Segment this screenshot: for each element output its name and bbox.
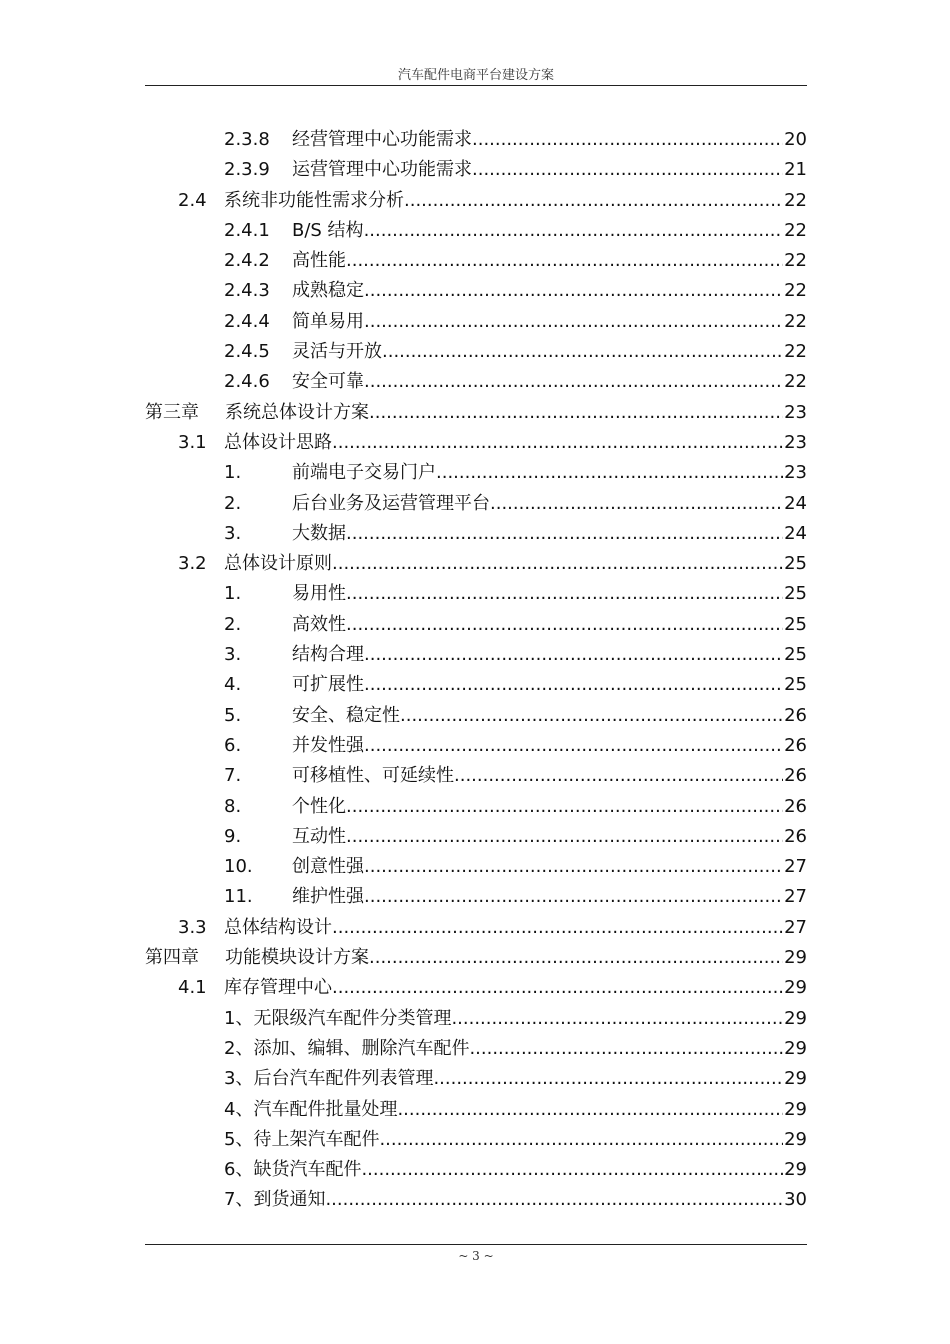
toc-leader-dots: [332, 913, 783, 943]
toc-entry-title: 成熟稳定: [292, 280, 364, 302]
toc-entry-number: 2.: [224, 613, 242, 635]
toc-entry[interactable]: [145, 913, 807, 943]
toc-entry-title: 系统总体设计方案: [225, 401, 369, 423]
toc-entry-page: 29: [784, 1037, 807, 1059]
toc-entry[interactable]: [145, 276, 807, 306]
toc-entry-title: 维护性强: [292, 886, 364, 908]
toc-entry-number: 2.4.2: [224, 250, 270, 272]
toc-entry-page: 25: [784, 553, 807, 575]
toc-leader-dots: [346, 519, 783, 549]
toc-leader-dots: [436, 458, 783, 488]
toc-leader-dots: [364, 640, 783, 670]
toc-entry-title: 易用性: [292, 583, 346, 605]
toc-leader-dots: [346, 610, 783, 640]
toc-entry-page: 22: [784, 310, 807, 332]
toc-entry[interactable]: [145, 761, 807, 791]
toc-entry[interactable]: [145, 519, 807, 549]
footer-divider: [145, 1244, 807, 1245]
toc-entry-title: 经营管理中心功能需求: [292, 129, 472, 150]
toc-leader-dots: [332, 973, 783, 1003]
toc-leader-dots: [490, 489, 783, 519]
header-divider: [145, 85, 807, 86]
toc-entry-title: 6、缺货汽车配件: [224, 1159, 362, 1181]
toc-entry-title: 大数据: [292, 522, 346, 544]
toc-entry-page: 24: [784, 492, 807, 514]
toc-leader-dots: [332, 428, 783, 458]
toc-leader-dots: [364, 731, 783, 761]
toc-entry-number: 6.: [224, 734, 242, 756]
toc-entry-page: 22: [784, 280, 807, 302]
toc-entry-number: 2.4.4: [224, 310, 270, 332]
toc-entry[interactable]: [145, 943, 807, 973]
toc-entry-page: 25: [784, 644, 807, 666]
toc-entry-title: 总体结构设计: [224, 916, 332, 938]
toc-entry[interactable]: [145, 216, 807, 246]
toc-entry-title: 运营管理中心功能需求: [292, 159, 472, 181]
toc-entry-page: 22: [784, 250, 807, 272]
toc-entry-title: 7、到货通知: [224, 1189, 326, 1211]
toc-entry[interactable]: [145, 125, 807, 155]
toc-entry[interactable]: [145, 882, 807, 912]
toc-entry[interactable]: [145, 1004, 807, 1034]
toc-leader-dots: [404, 186, 783, 216]
toc-entry-number: 3.2: [178, 553, 207, 575]
toc-entry-page: 22: [784, 219, 807, 241]
toc-entry[interactable]: [145, 579, 807, 609]
toc-leader-dots: [382, 337, 783, 367]
toc-leader-dots: [469, 1034, 783, 1064]
toc-entry-page: 20: [784, 129, 807, 150]
toc-entry-number: 第三章: [145, 401, 199, 423]
toc-entry-title: 结构合理: [292, 644, 364, 666]
toc-leader-dots: [400, 701, 783, 731]
toc-entry-title: 3、后台汽车配件列表管理: [224, 1068, 434, 1090]
toc-entry[interactable]: [145, 670, 807, 700]
toc-entry-title: 创意性强: [292, 856, 364, 878]
toc-entry[interactable]: [145, 428, 807, 458]
toc-leader-dots: [346, 246, 783, 276]
toc-entry-title: 并发性强: [292, 734, 364, 756]
toc-entry-page: 29: [784, 1098, 807, 1120]
toc-entry[interactable]: [145, 1095, 807, 1125]
toc-leader-dots: [364, 367, 783, 397]
toc-entry[interactable]: [145, 1034, 807, 1064]
toc-leader-dots: [364, 307, 783, 337]
toc-leader-dots: [325, 1185, 783, 1215]
toc-entry-page: 25: [784, 674, 807, 696]
toc-leader-dots: [379, 1125, 783, 1155]
toc-entry-number: 1.: [224, 583, 242, 605]
toc-entry-title: 库存管理中心: [224, 977, 332, 999]
toc-entry-number: 4.: [224, 674, 242, 696]
toc-entry[interactable]: [145, 610, 807, 640]
toc-entry-title: 1、无限级汽车配件分类管理: [224, 1007, 452, 1029]
toc-entry[interactable]: [145, 792, 807, 822]
toc-entry-title: B/S 结构: [292, 219, 364, 241]
toc-entry-page: 29: [784, 1007, 807, 1029]
toc-entry-title: 功能模块设计方案: [225, 947, 369, 969]
toc-entry-page: 29: [784, 947, 807, 969]
toc-entry-title: 系统非功能性需求分析: [224, 189, 404, 211]
toc-entry-page: 22: [784, 371, 807, 393]
toc-entry-page: 29: [784, 977, 807, 999]
toc-entry[interactable]: [145, 640, 807, 670]
toc-leader-dots: [364, 882, 783, 912]
toc-entry-title: 后台业务及运营管理平台: [292, 492, 490, 514]
toc-entry-title: 高性能: [292, 250, 346, 272]
toc-entry-number: 3.3: [178, 916, 207, 938]
toc-entry-title: 总体设计思路: [224, 431, 332, 453]
toc-leader-dots: [472, 125, 783, 155]
toc-leader-dots: [364, 216, 784, 246]
toc-entry-page: 26: [784, 795, 807, 817]
toc-entry-title: 安全可靠: [292, 371, 364, 393]
toc-entry-number: 2.4: [178, 189, 207, 211]
toc-entry-number: 2.4.3: [224, 280, 270, 302]
toc-entry-number: 2.: [224, 492, 242, 514]
toc-entry-number: 9.: [224, 825, 242, 847]
toc-entry-number: 10.: [224, 856, 253, 878]
toc-entry-page: 26: [784, 765, 807, 787]
toc-entry[interactable]: [145, 337, 807, 367]
toc-leader-dots: [472, 155, 783, 185]
toc-entry-page: 29: [784, 1159, 807, 1181]
toc-leader-dots: [364, 276, 783, 306]
toc-entry[interactable]: [145, 549, 807, 579]
toc-entry[interactable]: [145, 1155, 807, 1185]
toc-entry-title: 2、添加、编辑、删除汽车配件: [224, 1037, 470, 1059]
toc-leader-dots: [346, 822, 783, 852]
toc-entry[interactable]: [145, 973, 807, 1003]
toc-entry[interactable]: [145, 1125, 807, 1155]
toc-entry[interactable]: [145, 155, 807, 185]
toc-entry-page: 24: [784, 522, 807, 544]
toc-entry-number: 1.: [224, 462, 242, 484]
toc-entry-page: 27: [784, 856, 807, 878]
toc-entry[interactable]: [145, 367, 807, 397]
toc-leader-dots: [454, 761, 783, 791]
toc-entry[interactable]: [145, 701, 807, 731]
toc-entry-page: 26: [784, 704, 807, 726]
toc-entry[interactable]: [145, 731, 807, 761]
toc-entry-page: 25: [784, 613, 807, 635]
page-header: 汽车配件电商平台建设方案: [397, 68, 554, 83]
toc-entry[interactable]: [145, 398, 807, 428]
toc-leader-dots: [332, 549, 783, 579]
toc-entry-page: 30: [784, 1189, 807, 1211]
toc-leader-dots: [364, 852, 783, 882]
toc-entry-number: 3.: [224, 644, 242, 666]
toc-entry-title: 安全、稳定性: [292, 704, 400, 726]
toc-entry-number: 2.3.8: [224, 129, 270, 150]
toc-entry[interactable]: [145, 246, 807, 276]
toc-entry-title: 简单易用: [292, 310, 364, 332]
toc-leader-dots: [451, 1004, 783, 1034]
toc-entry-number: 4.1: [178, 977, 207, 999]
toc-entry-number: 2.4.6: [224, 371, 270, 393]
toc-leader-dots: [361, 1155, 783, 1185]
toc-entry-title: 高效性: [292, 613, 346, 635]
toc-entry-page: 23: [784, 462, 807, 484]
toc-entry[interactable]: [145, 852, 807, 882]
toc-entry-title: 5、待上架汽车配件: [224, 1128, 380, 1150]
toc-entry-page: 22: [784, 189, 807, 211]
toc-entry-number: 2.4.1: [224, 219, 270, 241]
toc-entry-page: 27: [784, 916, 807, 938]
toc-entry-page: 23: [784, 431, 807, 453]
table-of-contents: [145, 125, 807, 1216]
toc-entry-number: 2.4.5: [224, 341, 270, 363]
toc-entry-number: 8.: [224, 795, 242, 817]
toc-entry-title: 总体设计原则: [224, 553, 332, 575]
toc-leader-dots: [346, 579, 783, 609]
toc-entry-title: 灵活与开放: [292, 341, 382, 363]
toc-leader-dots: [346, 792, 783, 822]
toc-entry[interactable]: [145, 307, 807, 337]
toc-entry-page: 25: [784, 583, 807, 605]
toc-entry-number: 3.1: [178, 431, 207, 453]
toc-leader-dots: [397, 1095, 783, 1125]
toc-entry-number: 3.: [224, 522, 242, 544]
toc-leader-dots: [369, 943, 783, 973]
toc-entry-title: 前端电子交易门户: [292, 462, 436, 484]
toc-entry-number: 第四章: [145, 947, 199, 969]
toc-entry-number: 2.3.9: [224, 159, 270, 181]
toc-entry-title: 可移植性、可延续性: [292, 765, 454, 787]
toc-entry-title: 个性化: [292, 795, 346, 817]
toc-entry-page: 29: [784, 1068, 807, 1090]
toc-entry-page: 26: [784, 825, 807, 847]
toc-entry-page: 29: [784, 1128, 807, 1150]
toc-entry-page: 26: [784, 734, 807, 756]
toc-entry-page: 27: [784, 886, 807, 908]
toc-entry-title: 4、汽车配件批量处理: [224, 1098, 398, 1120]
toc-entry[interactable]: [145, 489, 807, 519]
page-number: ~ 3 ~: [458, 1249, 494, 1263]
toc-entry-number: 11.: [224, 886, 253, 908]
toc-leader-dots: [433, 1064, 783, 1094]
toc-entry-title: 互动性: [292, 825, 346, 847]
toc-entry[interactable]: [145, 1064, 807, 1094]
toc-entry[interactable]: [145, 1185, 807, 1215]
toc-leader-dots: [364, 670, 783, 700]
toc-entry[interactable]: [145, 822, 807, 852]
toc-entry-page: 23: [784, 401, 807, 423]
toc-entry-page: 22: [784, 341, 807, 363]
toc-entry-page: 21: [784, 159, 807, 181]
toc-entry-number: 7.: [224, 765, 242, 787]
toc-entry[interactable]: [145, 458, 807, 488]
toc-entry[interactable]: [145, 186, 807, 216]
toc-entry-number: 5.: [224, 704, 242, 726]
toc-entry-title: 可扩展性: [292, 674, 364, 696]
toc-leader-dots: [369, 398, 783, 428]
